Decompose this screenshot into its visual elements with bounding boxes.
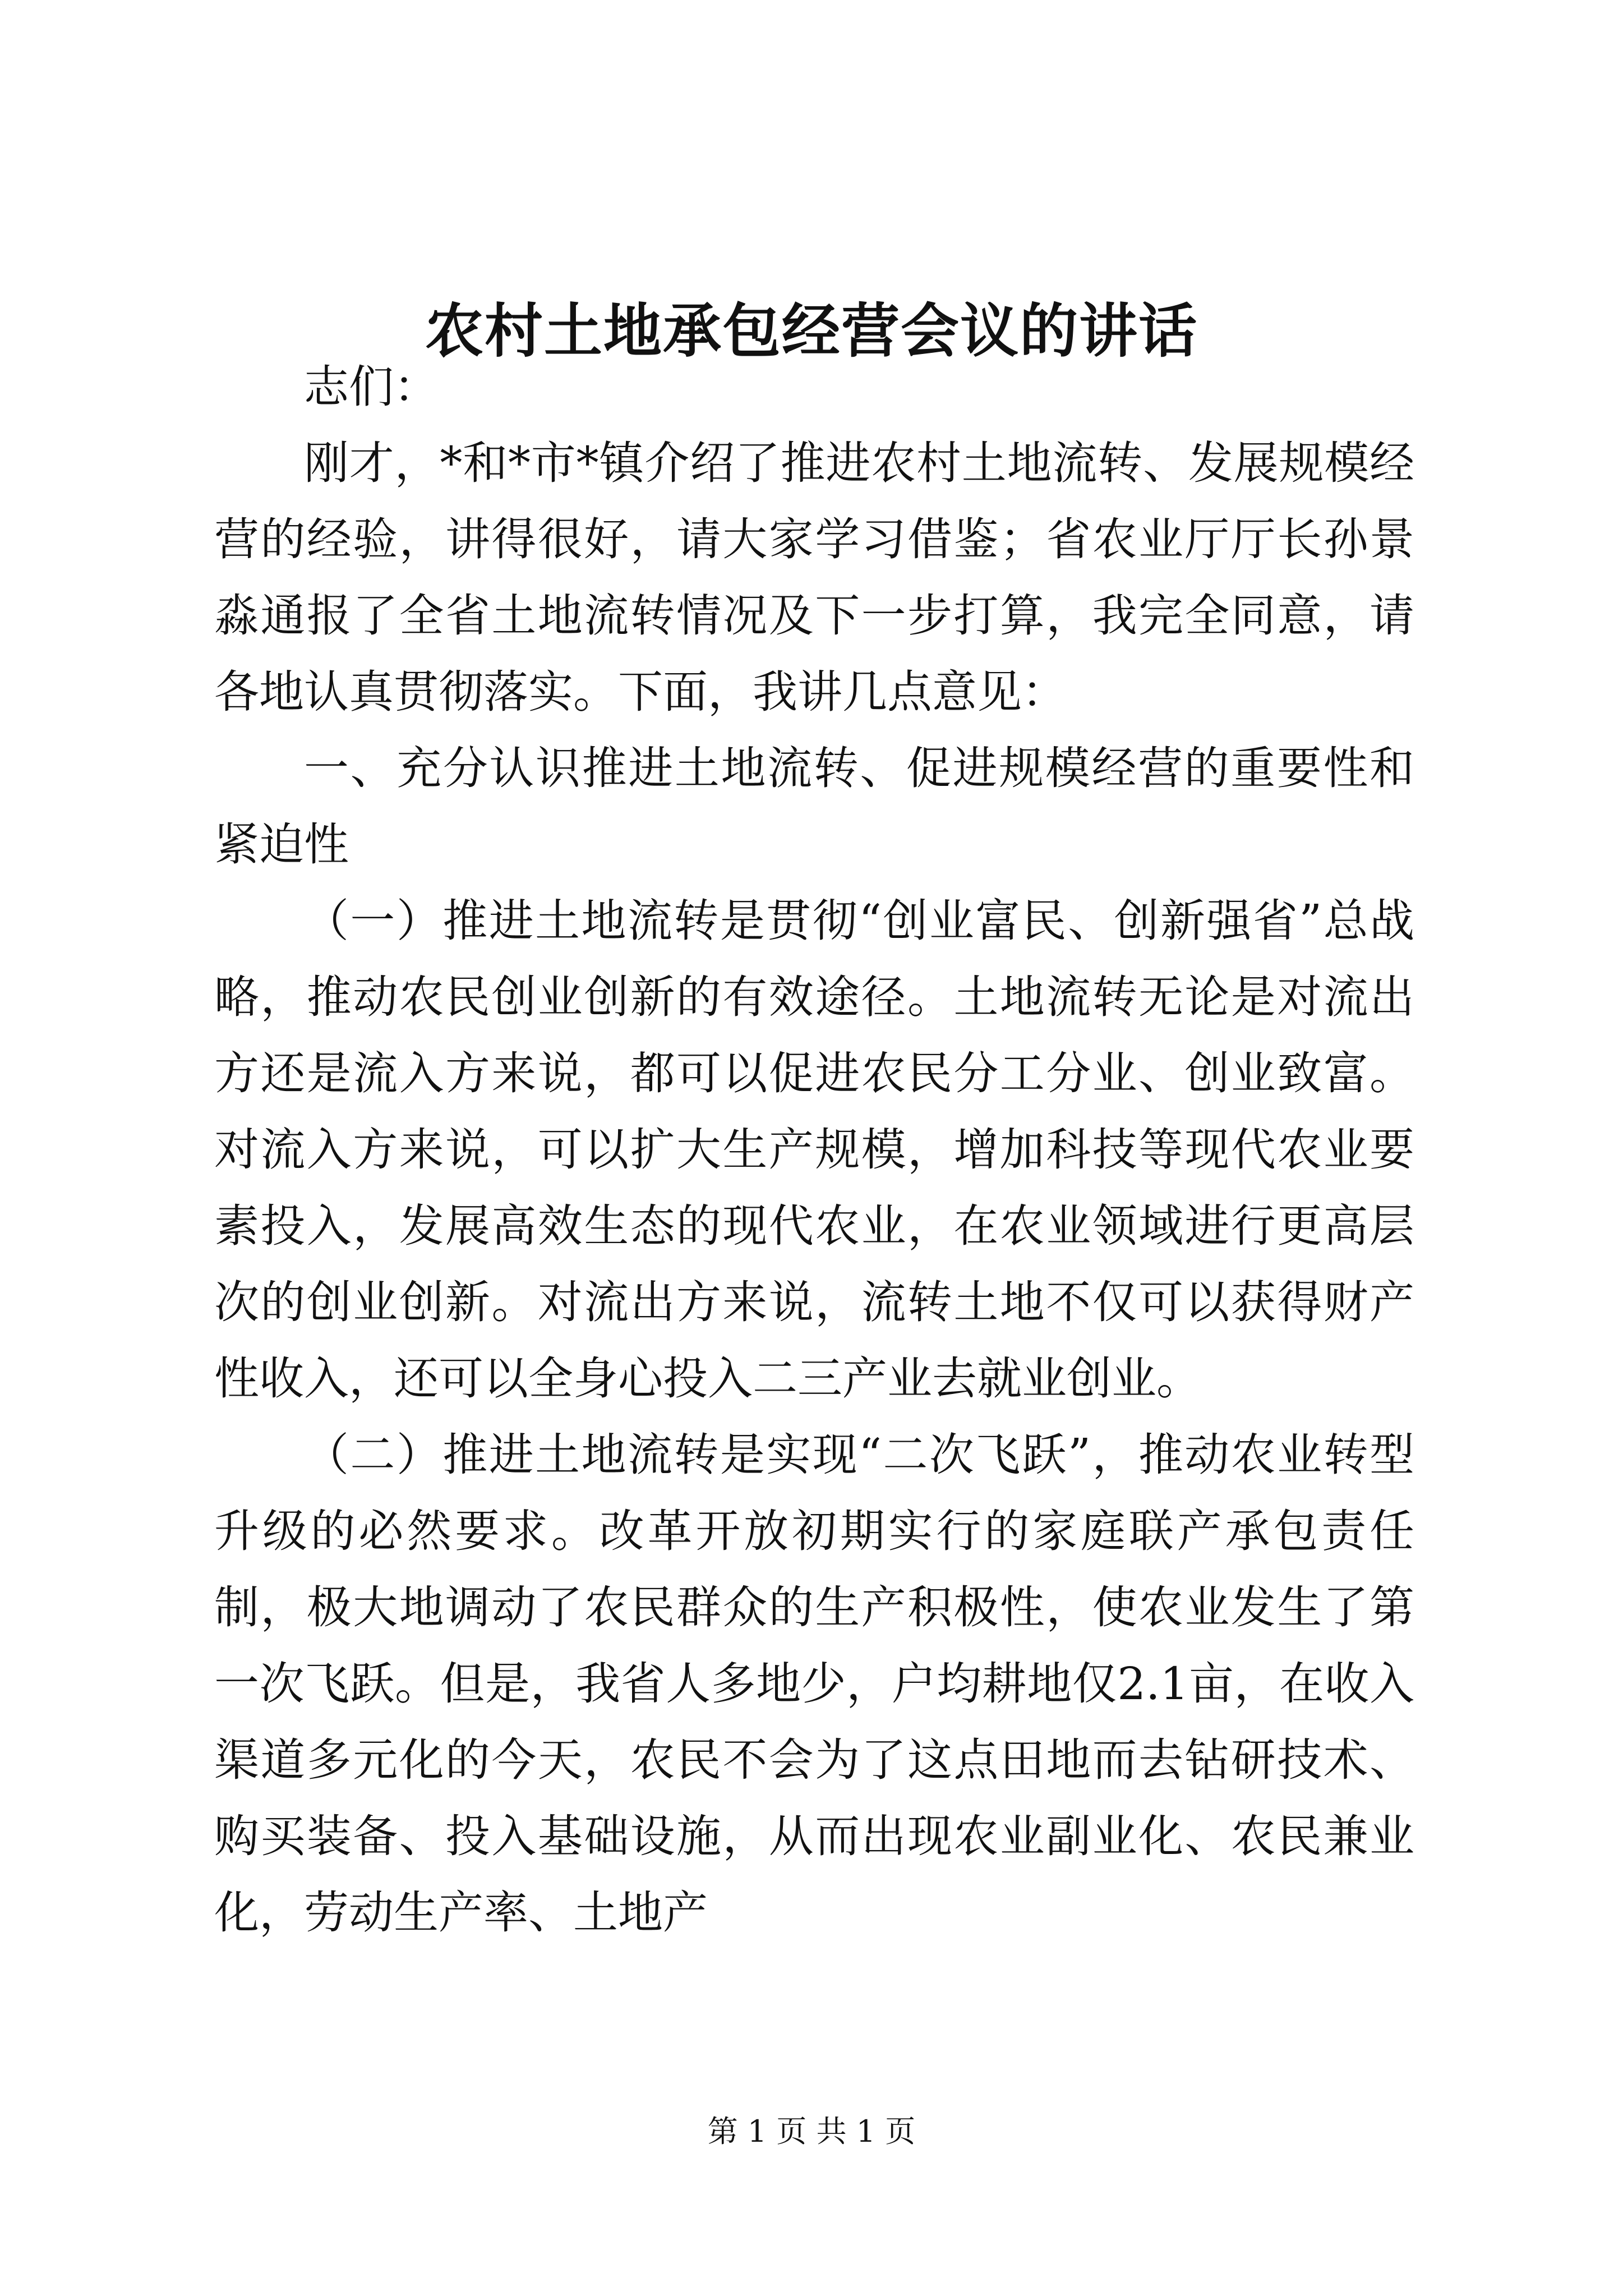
paragraph-point-2: （二）推进土地流转是实现“二次飞跃”，推动农业转型升级的必然要求。改革开放初期实行的家庭联产承包责任制，极大地调动了农民群众的生产积极性，使农业发生了第一次飞跃。但是，我省人多地少，户均耕地仅2.1亩，在收入渠道多元化的今天，农民不会为了这点田地而去钻研技术、购买装备、投入基础设施，从而出现农业副业化、农民兼业化，劳动生产率、土地产 <box>214 1429 1414 1939</box>
paragraph-point-1: （一）推进土地流转是贯彻“创业富民、创新强省”总战略，推动农民创业创新的有效途径。土地流转无论是对流出方还是流入方来说，都可以促进农民分工分业、创业致富。对流入方来说，可以扩大生产规模，增加科技等现代农业要素投入，发展高效生态的现代农业，在农业领域进行更高层次的创业创新。对流出方来说，流转土地不仅可以获得财产性收入，还可以全身心投入二三产业去就业创业。 <box>214 895 1414 1405</box>
section-heading-1: 一、充分认识推进土地流转、促进规模经营的重要性和紧迫性 <box>214 742 1414 871</box>
document-title: 农村土地承包经营会议的讲话 <box>425 296 1198 365</box>
page-footer: 第 1 页 共 1 页 <box>707 2114 916 2149</box>
salutation: 志们： <box>304 361 439 413</box>
paragraph-intro: 刚才，*和*市*镇介绍了推进农村土地流转、发展规模经营的经验，讲得很好，请大家学习借鉴；省农业厅厅长孙景淼通报了全省土地流转情况及下一步打算，我完全同意，请各地认真贯彻落实。下面，我讲几点意见： <box>214 437 1414 718</box>
document-body <box>214 349 1414 1951</box>
